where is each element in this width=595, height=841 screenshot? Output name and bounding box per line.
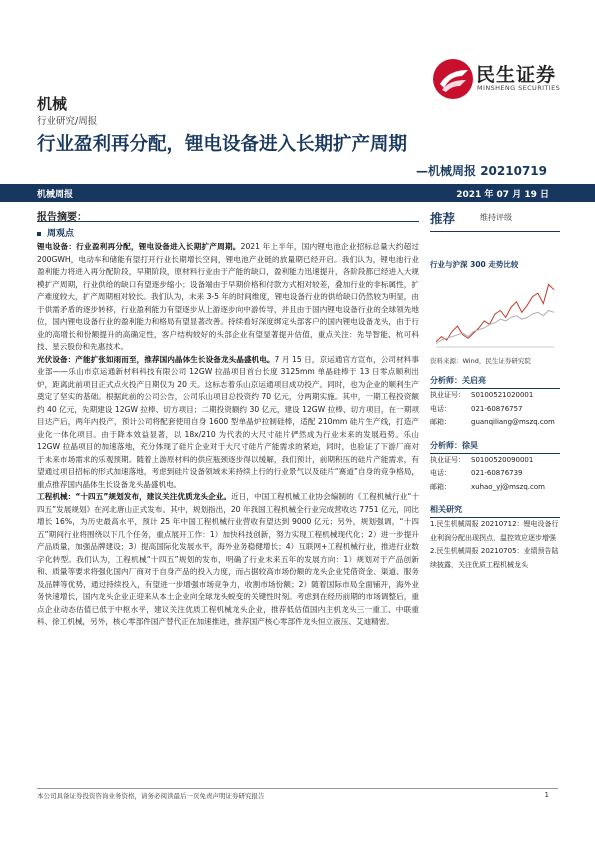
abstract-heading: 报告摘要： xyxy=(37,212,87,223)
row-value: S0100521020001 xyxy=(471,391,534,399)
analyst-row xyxy=(430,467,560,481)
bar-left-label: 机械周报 xyxy=(37,190,74,200)
paragraph-lead: 工程机械：“十四五”规划发布，建议关注优质龙头企业。 xyxy=(37,492,232,501)
series-line-1 xyxy=(436,311,554,344)
logo-text: 民生证券 xyxy=(476,64,557,86)
row-key: 电话： xyxy=(430,469,451,477)
analyst-email[interactable]: xuhao_yj@mszq.com xyxy=(471,482,545,491)
doc-type: 行业研究/周报 xyxy=(37,116,98,127)
analyst-row xyxy=(430,389,560,403)
analyst-heading: 分析师：徐昊 xyxy=(430,440,560,454)
divider xyxy=(430,231,560,232)
row-key: 执业证号： xyxy=(430,391,465,399)
row-key: 邮箱： xyxy=(430,418,451,426)
row-value: 021-60876739 xyxy=(471,469,523,477)
paragraph xyxy=(37,354,419,492)
row-value: 021-60876757 xyxy=(471,404,523,413)
row-key: 电话： xyxy=(430,404,451,413)
row-key: 邮箱： xyxy=(430,482,451,491)
footer-disclaimer: 本公司具备证券投资咨询业务资格，请务必阅读最后一页免责声明证券研究报告 xyxy=(37,792,265,800)
key-point-heading xyxy=(37,226,74,239)
key-point-label: 周观点 xyxy=(47,229,75,239)
page-number: 1 xyxy=(544,791,549,799)
report-subtitle: —机械周报 20210719 xyxy=(416,164,547,178)
paragraph-text: 近日，中国工程机械工业协会编制的《工程机械行业“十四五”发展规划》在河北唐山正式发布。其中，规划指出，20 年我国工程机械全行业完成营收达 7751 亿元，同比增长 16%，为历史最高水平，预计 25 年中国工程机械行业营收有望达到 9000 亿元；另外，规划强调，“十四五”期间行业将围绕以下几个任务，重点展开工作：1）加快科技创新，努力实现工程机械现代化；2）进一步提升产品质量，加强品牌建设；3）提高国际化发展水平，海外业务稳健增长；4）互联网+工程机械行业，推进行业数字化转型。我们认为，工程机械“十四五”规划的发布，明确了行业未来五年的发展方向：1）规划对于产品创新和、质量等要求将强化国内厂商对于自身产品的投入力度，而占据较高市场份额的龙头企业凭借资金、渠道、服务及品牌等优势，通过持续投入，有望进一步增强市场竞争力，收割市场份额；2）随着国际市局全面铺开，海外业务快速增长，国内龙头企业正迎来从本土企业向全球龙头蜕变的关键性时刻。考虑到在经历前期的市场调整后，重点企业动态估值已低于中枢水平，建议关注优质工程机械龙头企业，推荐低估值国内主机龙头三一重工、中联重科、徐工机械，另外，核心零部件国产替代正在加速推进，推荐国产核心零部件龙头恒立液压、艾迪精密。 xyxy=(37,492,419,626)
chart-title: 行业与沪深 300 走势比较 xyxy=(430,260,519,269)
bullet-icon xyxy=(37,232,41,236)
sector-label: 机械 xyxy=(37,95,68,113)
trend-chart-svg xyxy=(430,275,560,353)
abstract-body xyxy=(37,241,419,629)
analyst-row xyxy=(430,481,560,495)
chart-source: 资料来源：Wind，民生证券研究院 xyxy=(430,357,531,365)
report-date: 2021 年 07 月 19 日 xyxy=(456,190,549,200)
paragraph xyxy=(37,491,419,629)
report-title: 行业盈利再分配，锂电设备进入长期扩产周期 xyxy=(37,134,408,155)
analyst-email[interactable]: guanqiliang@mszq.com xyxy=(471,418,555,426)
related-item[interactable]: 2.民生机械周报 20210705：业绩预告陆续披露，关注优质工程机械龙头 xyxy=(430,547,559,569)
analyst-row xyxy=(430,416,560,430)
row-value: S0100520090001 xyxy=(471,455,534,464)
paragraph-lead: 锂电设备：行业盈利再分配，锂电设备进入长期扩产周期。 xyxy=(37,242,241,251)
rating-block xyxy=(430,208,560,227)
minsheng-logo-icon xyxy=(432,58,474,100)
paragraph-text: 2021 年上半年，国内锂电池企业招标总量大约超过 200GWH，电动车和储能有望打开行业长期增长空间，锂电池产业链的放量期已经开启。我们认为，锂电池行业盈利能力将进入再分配阶段，早期阶段，原材料行业由于产能的缺口，盈利能力迅速提升，各阶段都已经进入大规模扩产周期，行业供给的缺口有望逐步缩小；设备端由于早期价格和付款方式相对较差，叠加行业的非标属性，扩产难度较大，扩产周期相对较长。我们认为，未来 3-5 年的时间维度，锂电设备行业的供给缺口仍然较为明显，由于供需矛盾的逐步转移，行业盈利能力有望逐步从上游逐步向中游传导，并且由于国内锂电设备行业的全球领先地位，国内锂电设备行业的盈利能力和格局有望显著改善。持续看好深度绑定头部客户的国内锂电设备龙头，由于行业的高增长和份额提升的高确定性，客户结构较好的头部企业有望显著提升估值，重点关注：先导智能、杭可科技、星云股份和先惠技术。 xyxy=(37,242,419,351)
sidebar xyxy=(430,208,560,572)
paragraph-lead: 光伏设备：产能扩张如雨而至，推荐国内晶体生长设备龙头晶盛机电。 xyxy=(37,354,275,364)
paragraph xyxy=(37,241,419,354)
trend-chart xyxy=(430,275,560,353)
rating-sub: 维持评级 xyxy=(480,213,512,222)
row-key: 执业证号： xyxy=(430,455,465,464)
analyst-row xyxy=(430,403,560,417)
analyst-heading: 分析师：关启亮 xyxy=(430,375,560,389)
related-heading: 相关研究 xyxy=(430,504,560,518)
related-item[interactable]: 1.民生机械周报 20210712：锂电设备行业利润分配出现拐点，温控效应逐步增强 xyxy=(430,520,559,542)
divider xyxy=(37,221,419,222)
footer-divider xyxy=(37,788,558,789)
logo-text-en: MINSHENG SECURITIES xyxy=(477,84,561,92)
rating-label: 推荐 xyxy=(430,211,456,226)
analyst-row xyxy=(430,454,560,468)
paragraph-text: 7 月 15 日，京运通官方宣布，公司材料事业部——乐山市京运通新材料科技有限公司 12GW 拉晶项目首台长度 3125mm 单晶硅棒于 13 日零点顺利出炉，距离此前项目正式点火投产日期仅为 20 天。这标志着乐山京运通项目成功投产。同时，也为企业的顺利生产奠定了坚实的基础。根据此前的公司公告，公司乐山项目总投资约 70 亿元，分两期实施。其中，一期工程投资额约 40 亿元，先期建设 12GW 拉棒、切方项目；二期投资额约 30 亿元，建设 12GW 拉棒、切方项目，在一期项目达产后，两年内投产，预计公司将配套使用自身 1600 型单晶炉拉制硅棒，适配 210mm 硅片生产线，打造产业化一体化项目。由于降本效益显著，以 18x/210 为代表的大尺寸硅片俨然成为行业未来的发展趋势。乐山 12GW 拉晶项目的加速落地，充分体现了硅片企业对于大尺寸硅片产能需求的紧迫，同时，也验证了下游厂商对于未来市场需求的乐观预期。随着上游原材料的供应瓶颈逐步得以缓解，我们预计，前期积压的硅片产能需求，有望通过项目招标的形式加速落地，考虑到硅片设备领域未来持续上行的行业景气以及硅片“赛道”自身的竞争格局，重点推荐国内晶体生长设备龙头晶盛机电。 xyxy=(37,354,419,489)
